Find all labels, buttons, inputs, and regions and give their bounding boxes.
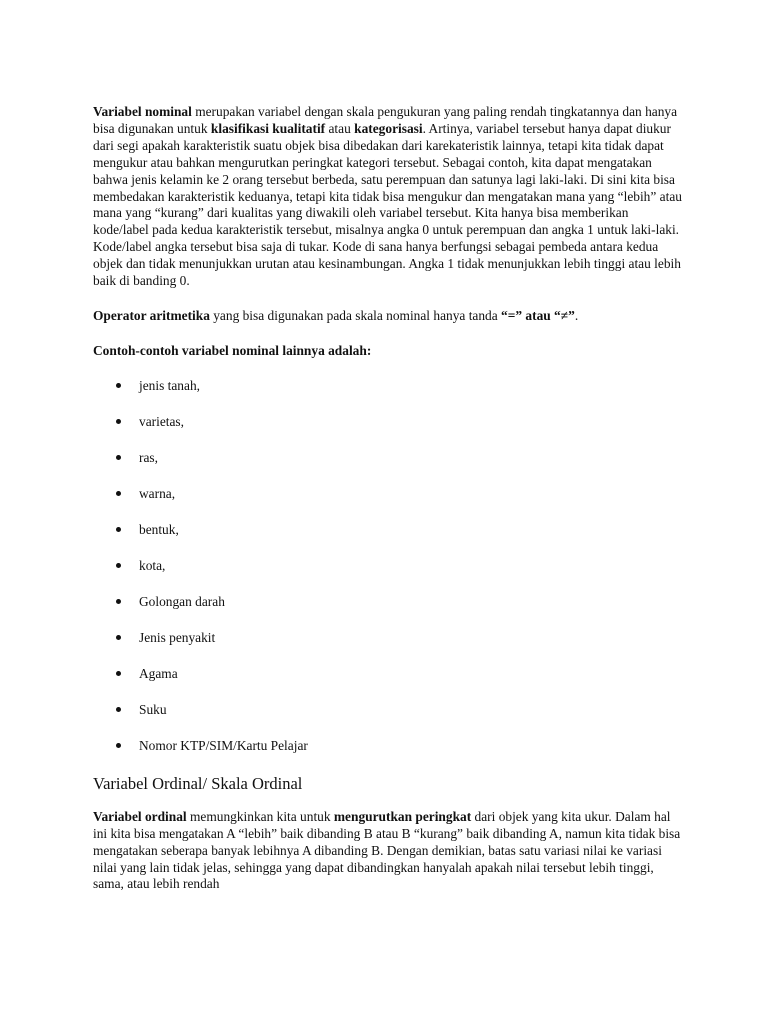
term-variabel-ordinal: Variabel ordinal bbox=[93, 808, 187, 824]
list-item-text: jenis tanah, bbox=[139, 377, 200, 393]
list-item bbox=[93, 378, 685, 414]
text-run: atau bbox=[325, 120, 355, 136]
bullet-icon bbox=[116, 743, 121, 748]
list-item-text: warna, bbox=[139, 485, 176, 501]
examples-heading: Contoh-contoh variabel nominal lainnya adalah: bbox=[93, 342, 372, 358]
list-item bbox=[93, 522, 685, 558]
text-run: merupakan variabel dengan skala pengukuran yang paling rendah tingkatannya dan hanya bisa digunakan untuk bbox=[93, 104, 678, 136]
list-item-text: varietas, bbox=[139, 413, 184, 429]
list-item bbox=[93, 666, 685, 702]
bullet-icon bbox=[116, 527, 121, 532]
list-item-text: Suku bbox=[139, 701, 167, 717]
term-variabel-nominal: Variabel nominal bbox=[93, 104, 192, 119]
text-run: dari objek yang kita ukur. Dalam hal ini kita bisa mengatakan A “lebih” baik dibanding B atau B “kurang” baik dibanding A, namun kita tidak bisa mengatakan seberapa banyak lebihnya A dibanding B. Dengan demikian, batas satu variasi nilai ke variasi nilai yang lain tidak jelas, sehingga yang dapat dibandingkan hanyalah apakah nilai tersebut lebih tinggi, sama, atau lebih rendah bbox=[93, 808, 681, 892]
bullet-icon bbox=[116, 635, 121, 640]
text-run: yang bisa digunakan pada skala nominal hanya tanda bbox=[209, 307, 502, 323]
list-item-text: kota, bbox=[139, 557, 166, 573]
bullet-icon bbox=[116, 563, 121, 568]
list-item-text: Nomor KTP/SIM/Kartu Pelajar bbox=[139, 737, 308, 753]
list-item bbox=[93, 702, 685, 738]
bullet-icon bbox=[116, 455, 121, 460]
bullet-icon bbox=[116, 491, 121, 496]
section-title-ordinal: Variabel Ordinal/ Skala Ordinal bbox=[93, 773, 303, 793]
bullet-icon bbox=[116, 599, 121, 604]
term-operator-aritmetika: Operator aritmetika bbox=[93, 307, 210, 323]
list-item-text: Golongan darah bbox=[139, 593, 225, 609]
term-kategorisasi: kategorisasi bbox=[354, 120, 423, 136]
list-item bbox=[93, 486, 685, 522]
ordinal-definition-paragraph bbox=[93, 809, 685, 894]
term-klasifikasi-kualitatif: klasifikasi kualitatif bbox=[210, 120, 326, 136]
list-item bbox=[93, 414, 685, 450]
text-run: memungkinkan kita untuk bbox=[186, 808, 334, 824]
list-item bbox=[93, 594, 685, 630]
list-item-text: Agama bbox=[139, 665, 178, 681]
term-operators: “=” atau “≠” bbox=[501, 307, 575, 323]
list-item bbox=[93, 630, 685, 666]
term-mengurutkan-peringkat: mengurutkan peringkat bbox=[333, 808, 472, 824]
bullet-icon bbox=[116, 419, 121, 424]
text-run: . Artinya, variabel tersebut hanya dapat diukur dari segi apakah karakteristik suatu objek bisa dibedakan dari karekateristik lainnya, tetapi kita tidak dapat mengukur atau bahkan mengurutkan peringkat kategori tersebut. Sebagai contoh, kita dapat mengatakan bahwa jenis kelamin ke 2 orang tersebut berbeda, satu perempuan dan satunya lagi laki-laki. Di sini kita bisa membedakan karakteristik keduanya, tetapi kita tidak bisa mengukur dan mengatakan mana yang “lebih” atau mana yang “kurang” dari kualitas yang diwakili oleh variabel tersebut. Kita hanya bisa memberikan kode/label pada kedua karakteristik tersebut, misalnya angka 0 untuk perempuan dan angka 1 untuk laki-laki. Kode/label angka tersebut bisa saja di tukar. Kode di sana hanya berfungsi sebagai pembeda antara kedua objek dan tidak menunjukkan urutan atau kesinambungan. Angka 1 tidak menunjukkan lebih tinggi atau lebih baik di banding 0. bbox=[93, 120, 682, 289]
list-item-text: ras, bbox=[139, 449, 158, 465]
operator-paragraph bbox=[93, 308, 685, 325]
list-item bbox=[93, 558, 685, 594]
list-item bbox=[93, 450, 685, 486]
document-body bbox=[93, 104, 685, 893]
bullet-icon bbox=[116, 707, 121, 712]
list-item-text: Jenis penyakit bbox=[139, 629, 216, 645]
text-run: . bbox=[574, 307, 579, 323]
nominal-definition-paragraph bbox=[93, 104, 685, 290]
bullet-icon bbox=[116, 383, 121, 388]
list-item-text: bentuk, bbox=[139, 521, 179, 537]
examples-list bbox=[93, 378, 685, 774]
list-item bbox=[93, 738, 685, 774]
bullet-icon bbox=[116, 671, 121, 676]
